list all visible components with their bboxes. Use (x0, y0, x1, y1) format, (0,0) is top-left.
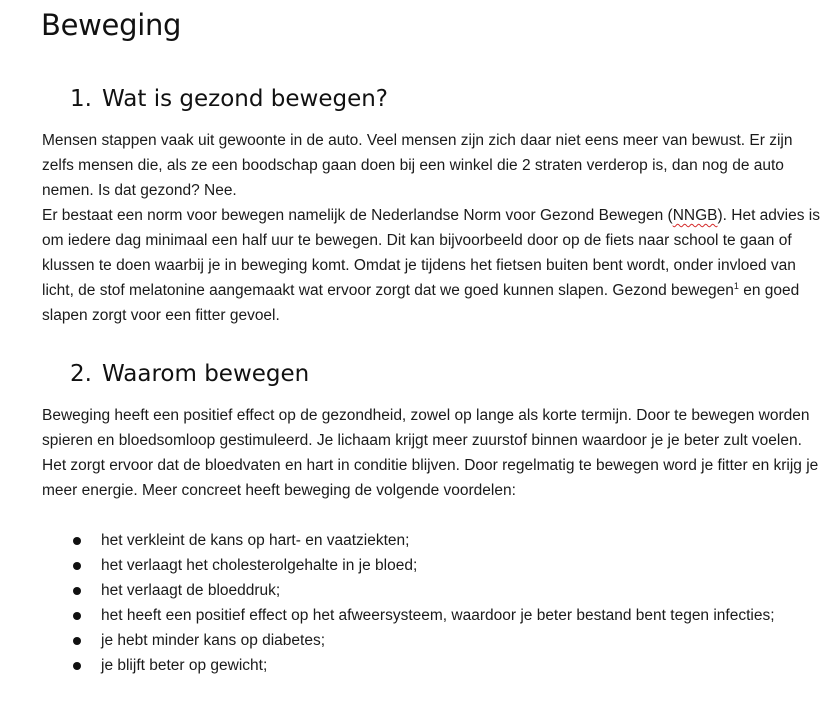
bullet-icon (73, 562, 81, 570)
bullet-icon (73, 587, 81, 595)
list-item-text: het verlaagt de bloeddruk; (101, 582, 281, 599)
paragraph-text: en goed slapen zorgt voor een fitter gevoel. (42, 282, 800, 324)
list-item (42, 528, 822, 553)
list-item-text: het verkleint de kans op hart- en vaatziekten; (101, 532, 410, 549)
section-number: 2. (70, 361, 92, 387)
bullet-icon (73, 662, 81, 670)
section-heading-text: Waarom bewegen (102, 361, 310, 387)
spellcheck-flagged-word[interactable]: NNGB (672, 207, 718, 224)
benefits-list (42, 528, 822, 678)
list-item-text: je blijft beter op gewicht; (101, 657, 268, 674)
paragraph: Beweging heeft een positief effect op de gezondheid, zowel op lange als korte termijn. Door te bewegen worden spieren en bloedsomloop gestimuleerd. Je lichaam krijgt meer zuurstof binnen waardoor je je beter zult voelen. Het zorgt ervoor dat de bloedvaten en hart in conditie blijven. Door regelmatig te bewegen word je fitter en krijg je meer energie. Meer concreet heeft beweging de volgende voordelen: (42, 407, 819, 499)
list-item-text: het heeft een positief effect op het afweersysteem, waardoor je beter bestand bent tegen infecties; (101, 607, 775, 624)
list-item (42, 553, 822, 578)
section-heading-1 (70, 86, 388, 112)
section-heading-2 (70, 361, 309, 387)
section-heading-text: Wat is gezond bewegen? (102, 86, 389, 112)
bullet-icon (73, 537, 81, 545)
list-item (42, 603, 822, 628)
list-item-text: je hebt minder kans op diabetes; (101, 632, 326, 649)
paragraph-text: Er bestaat een norm voor bewegen namelijk de Nederlandse Norm voor Gezond Bewegen ( (42, 207, 673, 224)
footnote-reference[interactable]: 1 (733, 280, 739, 291)
paragraph-text: ). Het advies is om iedere dag minimaal een half uur te bewegen. Dit kan bijvoorbeeld door op de fiets naar school te gaan of klussen te doen waarbij je in beweging komt. Omdat je tijdens het fietsen buiten bent wordt, onder invloed van licht, de stof melatonine aangemaakt wat ervoor zorgt dat we goed kunnen slapen. Gezond bewegen (42, 207, 820, 299)
list-item-text: het verlaagt het cholesterolgehalte in je bloed; (101, 557, 418, 574)
section-number: 1. (70, 86, 92, 112)
paragraph (42, 203, 822, 328)
list-item (42, 653, 822, 678)
bullet-icon (73, 637, 81, 645)
list-item (42, 628, 822, 653)
bullet-icon (73, 612, 81, 620)
list-item (42, 578, 822, 603)
document-title: Beweging (41, 8, 182, 42)
paragraph: Mensen stappen vaak uit gewoonte in de auto. Veel mensen zijn zich daar niet eens meer van bewust. Er zijn zelfs mensen die, als ze een boodschap gaan doen bij een winkel die 2 straten verderop is, dan nog de auto nemen. Is dat gezond? Nee. (42, 132, 793, 199)
